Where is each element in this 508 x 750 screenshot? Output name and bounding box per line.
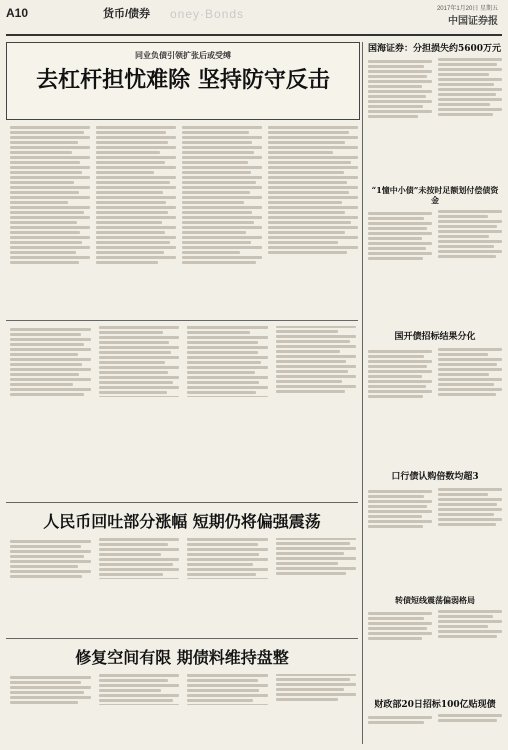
right-headline-5: 转债短线震荡偏弱格局	[395, 595, 475, 605]
right-headline-4: 口行债认购倍数均超3	[391, 472, 479, 482]
right-headline-6: 财政部20日招标100亿贴现债	[374, 700, 496, 710]
bottom-headline: 修复空间有限 期债料维持盘整	[75, 648, 289, 667]
right-headline-1: 国海证券：分担损失约5600万元	[368, 44, 502, 54]
right-headline-2: “1憧中小债”未按时足额划付偿债资金	[371, 185, 499, 205]
mid-headline: 人民币回吐部分涨幅 短期仍将偏强震荡	[43, 512, 321, 531]
newspaper-logo: 中国证券报	[448, 16, 498, 27]
right-body-4	[368, 488, 502, 584]
page-header	[0, 0, 508, 40]
bottom-article-body	[10, 674, 356, 744]
header-rule	[6, 34, 502, 36]
right-body-5	[368, 610, 502, 694]
mid-rule	[6, 502, 358, 503]
right-body-6	[368, 714, 502, 744]
lead-bottom-rule	[6, 320, 358, 321]
right-body-2	[368, 210, 502, 324]
right-body-1	[368, 58, 502, 178]
column-divider-right	[362, 42, 363, 744]
lead-article-body-col1	[10, 124, 90, 314]
mid-article-body	[10, 538, 356, 632]
lead-lower-text	[10, 326, 356, 496]
section-english: oney·Bonds	[170, 7, 245, 21]
lead-article-body-col2	[96, 124, 176, 314]
right-body-3	[368, 348, 502, 468]
page-number: A10	[6, 6, 29, 20]
lead-article-body-col3	[182, 124, 262, 314]
right-headline-3: 国开债招标结果分化	[394, 332, 476, 342]
section-label: 货币/债券	[103, 8, 151, 20]
lead-article-body-col4	[268, 124, 358, 314]
lead-headline: 去杠杆担忧难除 坚持防守反击	[36, 66, 330, 93]
header-meta: 2017年1月20日 星期五	[436, 6, 498, 12]
bottom-rule	[6, 638, 358, 639]
lead-article-header	[6, 42, 360, 120]
lead-kicker: 同业负债引领扩张后或受缚	[135, 50, 231, 60]
